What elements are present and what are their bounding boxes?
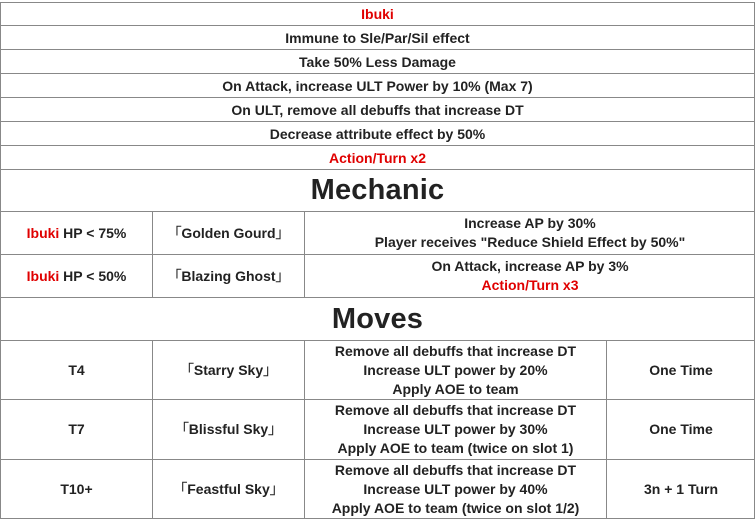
effect-row — [0, 50, 755, 74]
turn-label: T10+ — [60, 480, 93, 497]
mechanic-heading-row — [0, 170, 755, 212]
effect-row — [0, 26, 755, 50]
effect-line: Increase ULT power by 20% — [363, 361, 548, 378]
effect-line: Remove all debuffs that increase DT — [334, 342, 577, 359]
move-skill — [152, 400, 304, 459]
effect-text: Immune to Sle/Par/Sil effect — [285, 29, 470, 46]
mechanic-condition — [1, 212, 152, 254]
frequency-label: One Time — [649, 361, 713, 378]
skill-name: 「Blazing Ghost」 — [167, 267, 290, 284]
hp-condition: HP < 75% — [59, 224, 127, 241]
mechanic-row — [0, 255, 755, 298]
boss-name-inline: Ibuki — [26, 267, 60, 284]
effect-row — [0, 74, 755, 98]
effect-line: Apply AOE to team (twice on slot 1) — [337, 440, 574, 456]
frequency-label: One Time — [649, 421, 713, 437]
effect-line: Apply AOE to team — [392, 380, 519, 397]
move-skill — [152, 460, 304, 518]
action-text: Action/Turn x3 — [481, 277, 579, 293]
move-turn — [1, 400, 152, 459]
effect-line: Apply AOE to team (twice on slot 1/2) — [331, 499, 580, 516]
effect-line: Increase AP by 30% — [464, 215, 596, 231]
effect-text: Take 50% Less Damage — [299, 53, 456, 70]
effect-row — [0, 122, 755, 146]
move-turn — [1, 460, 152, 518]
move-row — [0, 341, 755, 400]
mechanic-heading: Mechanic — [310, 174, 445, 206]
move-row — [0, 400, 755, 460]
moves-heading: Moves — [331, 302, 424, 335]
effect-row — [0, 98, 755, 122]
turn-label: T4 — [68, 361, 85, 378]
turn-label: T7 — [68, 421, 85, 437]
action-row — [0, 146, 755, 170]
mechanic-condition — [1, 255, 152, 297]
move-effect — [304, 400, 606, 459]
move-frequency — [606, 341, 755, 399]
move-effect — [304, 341, 606, 399]
hp-condition: HP < 50% — [59, 267, 127, 284]
move-turn — [1, 341, 152, 399]
effect-line: Remove all debuffs that increase DT — [334, 402, 577, 418]
mechanic-row — [0, 212, 755, 255]
boss-name-row — [0, 2, 755, 26]
move-row — [0, 460, 755, 519]
skill-name: 「Golden Gourd」 — [167, 224, 290, 241]
move-frequency — [606, 460, 755, 518]
effect-text: On Attack, increase ULT Power by 10% (Max 7) — [222, 77, 533, 94]
skill-name: 「Blissful Sky」 — [174, 421, 283, 437]
frequency-label: 3n + 1 Turn — [643, 480, 719, 497]
move-effect — [304, 460, 606, 518]
effect-text: On ULT, remove all debuffs that increase DT — [231, 101, 524, 118]
mechanic-skill — [152, 255, 304, 297]
effect-line: Increase ULT power by 30% — [363, 421, 548, 437]
boss-name-inline: Ibuki — [26, 224, 60, 241]
move-skill — [152, 341, 304, 399]
effect-text: Decrease attribute effect by 50% — [269, 125, 486, 142]
skill-name: 「Feastful Sky」 — [173, 480, 284, 497]
move-frequency — [606, 400, 755, 459]
mechanic-skill — [152, 212, 304, 254]
boss-name: Ibuki — [361, 6, 394, 22]
skill-name: 「Starry Sky」 — [179, 361, 278, 378]
mechanic-effect — [304, 212, 755, 254]
effect-line: Remove all debuffs that increase DT — [334, 461, 577, 478]
effect-line: On Attack, increase AP by 3% — [431, 258, 629, 274]
mechanic-effect — [304, 255, 755, 297]
action-text: Action/Turn x2 — [329, 149, 426, 166]
effect-line: Increase ULT power by 40% — [363, 480, 548, 497]
effect-line: Player receives "Reduce Shield Effect by 50%" — [374, 234, 686, 250]
moves-heading-row — [0, 298, 755, 341]
